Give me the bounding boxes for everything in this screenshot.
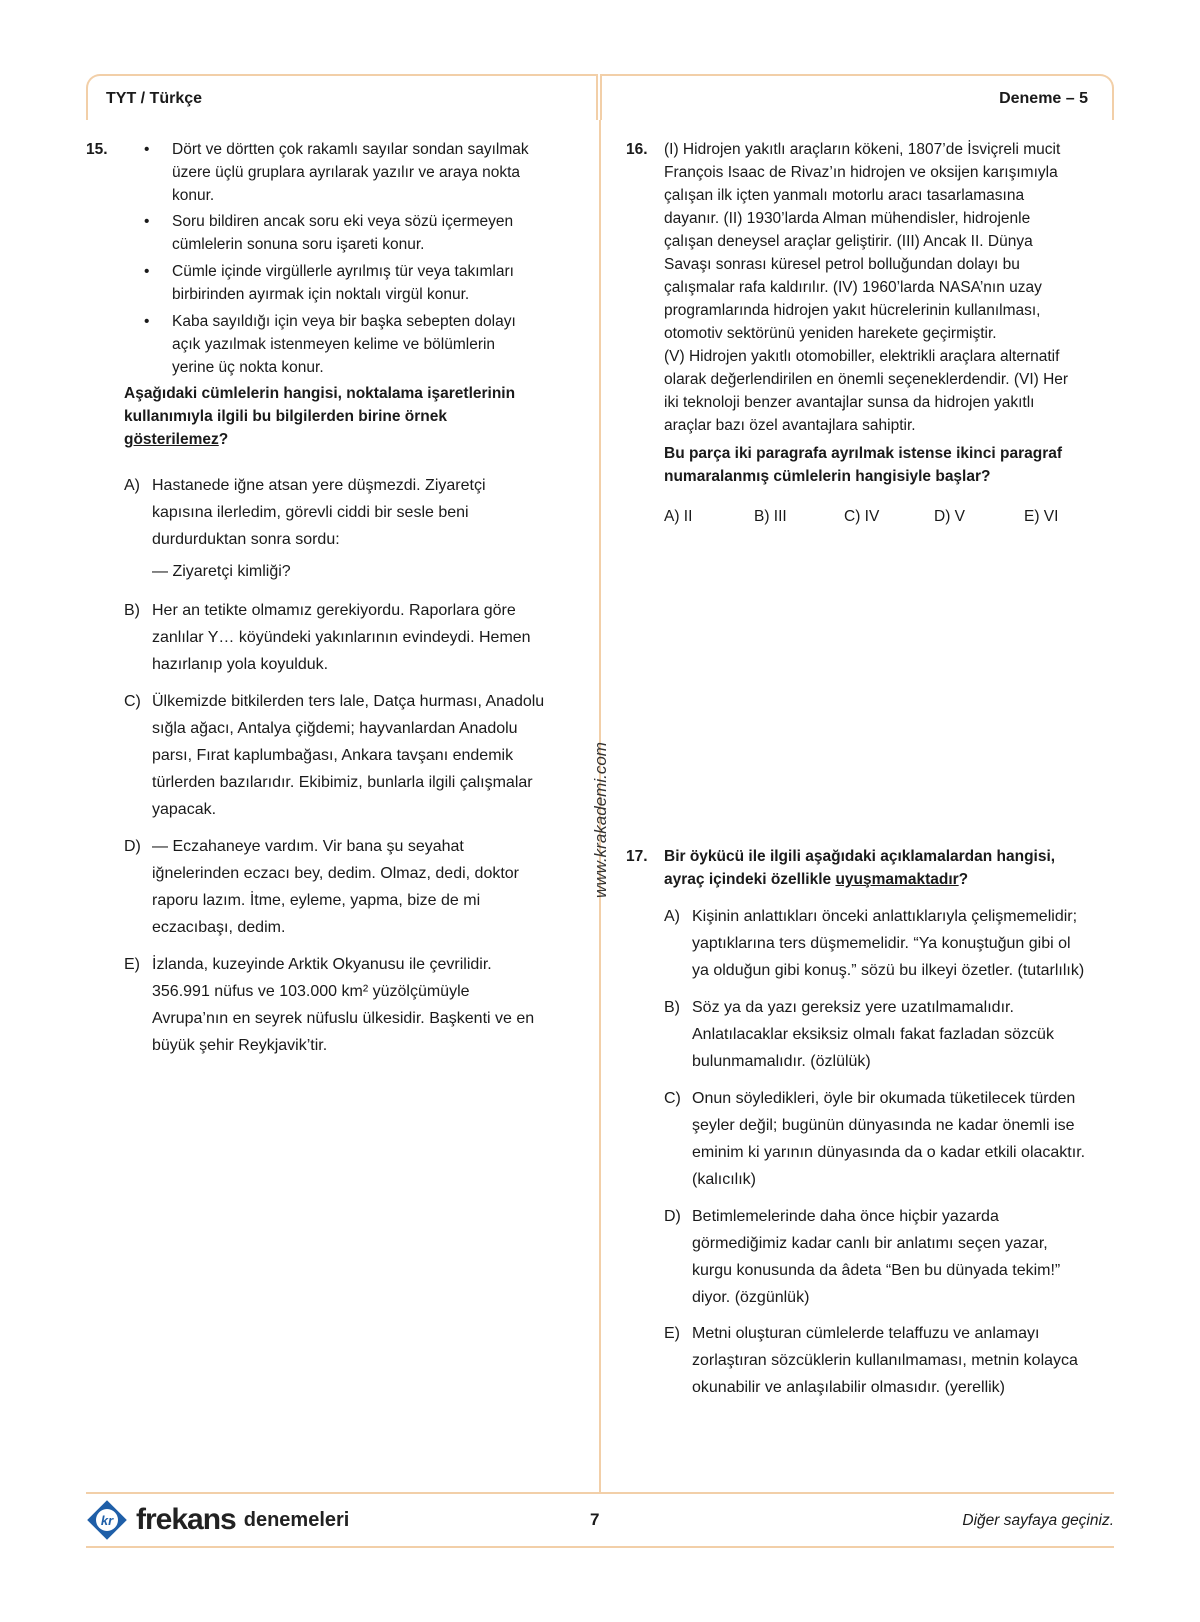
- bullet-item: Kaba sayıldığı için veya bir başka sebepten dolayı açık yazılmak istenmeyen kelime ve bölümlerin yerine üç nokta konur.: [172, 313, 516, 376]
- option-d[interactable]: D) — Eczahaneye vardım. Vir bana şu seyahat iğnelerinden eczacı bey, dedim. Olmaz, dedi, doktor raporu lazım. İtme, eyleme, yapma, bize de mi eczacıbaşı, dedim.: [124, 838, 520, 936]
- next-page-note: Diğer sayfaya geçiniz.: [962, 1512, 1114, 1529]
- option-e[interactable]: E) Metni oluşturan cümlelerde telaffuzu ve anlamayı zorlaştıran sözcüklerin kullanılmaması, metnin kolayca okunabilir ve anlaşılabilir olmasıdır. (yerellik): [664, 1325, 1078, 1396]
- footer-divider: [86, 1492, 1114, 1494]
- bullet-icon: •: [144, 313, 150, 330]
- option-c[interactable]: C) Onun söyledikleri, öyle bir okumada tüketilecek türden şeyler değil; bugünün dünyasında ne kadar önemli ise eminim ki yarının dünyasında da o kadar etkili olacaktır. (kalıcılık): [664, 1090, 1086, 1188]
- bullet-icon: •: [144, 263, 150, 280]
- option-a[interactable]: A) II: [664, 508, 693, 525]
- exam-subject: TYT / Türkçe: [106, 90, 203, 107]
- question-stem: Bir öykücü ile ilgili aşağıdaki açıklamalardan hangisi, ayraç içindeki özellikle uyuşmamaktadır?: [664, 848, 1056, 888]
- option-c[interactable]: C) IV: [844, 508, 880, 525]
- option-b[interactable]: B) III: [754, 508, 787, 525]
- header-right-box: [602, 74, 1114, 120]
- passage: (I) Hidrojen yakıtlı araçların kökeni, 1807’de İsviçreli mucit François Isaac de Rivaz’ın hidrojen ve oksijen karışımıyla çalışan ilk içten yanmalı motorlu aracı tasarlamasına dayanır. (II) 1930’larda Alman mühendisler, hidrojenle çalışan deneysel araçlar geliştirir. (III) Ancak II. Dünya Savaşı sonrası küresel petrol bolluğundan dolayı bu çalışmalar rafa kaldırılır. (IV) 1960’larda NASA’nın uzay programlarında hidrojen yakıt hücrelerinin kullanılması, otomotiv sektörünü yeniden harekete geçirmiştir. (V) Hidrojen yakıtlı otomobiller, elektrikli araçlara alternatif olarak değerlendirilen en önemli seçeneklerdendir. (VI) Her iki teknoloji benzer avantajlar sunsa da hidrojen yakıtlı araçlar bazı özel avantajlara sahiptir. Bu parça iki paragrafa ayrılmak istense ikinci paragraf numaralanmış cümlelerin hangisiyle başlar?: [664, 138, 1114, 488]
- bullet-icon: •: [144, 141, 150, 158]
- brand-name: frekans: [136, 1503, 236, 1536]
- publisher-logo: [86, 1497, 349, 1543]
- svg-text:kr: kr: [100, 1513, 114, 1528]
- option-e[interactable]: E) VI: [1024, 508, 1059, 525]
- question-stem: Aşağıdaki cümlelerin hangisi, noktalama işaretlerinin kullanımıyla ilgili bu bilgilerden birine örnek gösterilemez?: [124, 385, 516, 448]
- option-d[interactable]: D) V: [934, 508, 965, 525]
- option-a[interactable]: A) Hastanede iğne atsan yere düşmezdi. Ziyaretçi kapısına ilerledim, görevli ciddi bir sesle beni durdurduktan sonra sordu: — Ziyaretçi kimliği?: [124, 477, 486, 580]
- bullet-item: Dört ve dörtten çok rakamlı sayılar sondan sayılmak üzere üçlü gruplara ayrılarak yazılır ve araya nokta konur.: [172, 141, 529, 204]
- option-e[interactable]: E) İzlanda, kuzeyinde Arktik Okyanusu ile çevrilidir. 356.991 nüfus ve 103.000 km² yüzölçümüyle Avrupa’nın en seyrek nüfuslu ülkesidir. Başkenti ve en büyük şehir Reykjavik’tir.: [124, 956, 535, 1054]
- option-d[interactable]: D) Betimlemelerinde daha önce hiçbir yazarda görmediğimiz kadar canlı bir anlatımı seçen yazar, kurgu konusunda da âdeta “Ben bu dünyada tekim!” diyor. (özgünlük): [664, 1208, 1061, 1306]
- bullet-icon: •: [144, 213, 150, 230]
- option-a[interactable]: A) Kişinin anlattıkları önceki anlattıklarıyla çelişmemelidir; yaptıklarına ters düşmemelidir. “Ya konuştuğun gibi ol ya olduğun gibi konuş.” sözü bu ilkeyi özetler. (tutarlılık): [664, 908, 1085, 979]
- page-number: 7: [590, 1510, 600, 1529]
- bullet-item: Cümle içinde virgüllerle ayrılmış tür veya takımları birbirinden ayırmak için noktalı virgül konur.: [172, 263, 514, 303]
- option-b[interactable]: B) Her an tetikte olmamız gerekiyordu. Raporlara göre zanlılar Y… köyündeki yakınlarının evindeydi. Hemen hazırlanıp yola koyulduk.: [124, 602, 531, 673]
- bullet-item: Soru bildiren ancak soru eki veya sözü içermeyen cümlelerin sonuna soru işareti konur.: [172, 213, 514, 253]
- footer-bottom-divider: [86, 1546, 1114, 1548]
- question-number: 17.: [626, 848, 648, 865]
- option-b[interactable]: B) Söz ya da yazı gereksiz yere uzatılmamalıdır. Anlatılacaklar eksiksiz olmalı fakat fazladan sözcük bulunmamalıdır. (özlülük): [664, 999, 1054, 1070]
- logo-icon: [86, 1499, 128, 1541]
- question-stem: Bu parça iki paragrafa ayrılmak istense ikinci paragraf numaralanmış cümlelerin hangisiyle başlar?: [664, 445, 1063, 485]
- brand-subtitle: denemeleri: [243, 1508, 350, 1531]
- option-c[interactable]: C) Ülkemizde bitkilerden ters lale, Datça hurması, Anadolu sığla ağacı, Antalya çiğdemi; hayvanlardan Anadolu parsı, Fırat kaplumbağası, Ankara tavşanı endemik türlerden bazılarıdır. Ekibimiz, bunlarla ilgili çalışmalar yapacak.: [124, 693, 545, 818]
- watermark: www.krakademi.com: [591, 742, 610, 898]
- header-left-box: [86, 74, 596, 120]
- question-number: 16.: [626, 141, 648, 158]
- question-number: 15.: [86, 141, 108, 158]
- exam-number: Deneme – 5: [999, 90, 1088, 107]
